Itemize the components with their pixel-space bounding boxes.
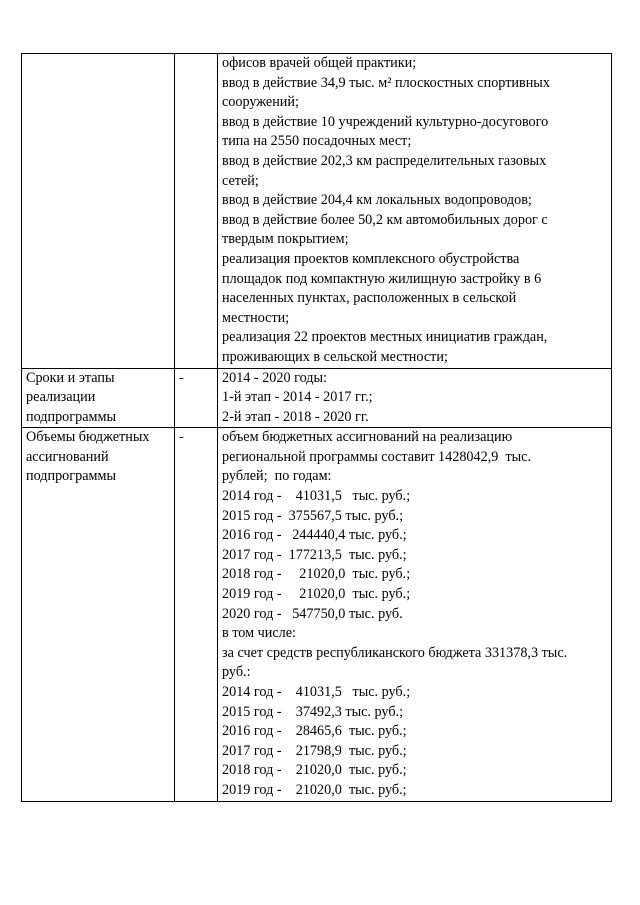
row-content-cell (218, 368, 612, 428)
content-line: 1-й этап - 2014 - 2017 гг.; (222, 389, 373, 406)
table-row (22, 428, 612, 801)
content-line: ввод в действие 202,3 км распределительных газовых (222, 152, 547, 169)
content-line: ввод в действие 204,4 км локальных водопроводов; (222, 192, 532, 209)
content-line: офисов врачей общей практики; (222, 55, 417, 71)
content-line: твердым покрытием; (222, 231, 349, 248)
content-line: ввод в действие 10 учреждений культурно-досугового (222, 113, 549, 130)
content-line: 2016 год - 244440,4 тыс. руб.; (222, 527, 407, 544)
content-line: 2-й этап - 2018 - 2020 гг. (222, 408, 369, 425)
content-line: за счет средств республиканского бюджета 331378,3 тыс. (222, 644, 568, 661)
content-line: 2014 - 2020 годы: (222, 369, 327, 386)
content-line: рублей; по годам: (222, 468, 332, 485)
content-line: реализация проектов комплексного обустройства (222, 250, 520, 267)
table-row (22, 368, 612, 428)
program-passport-table (21, 53, 612, 802)
row-label-line: Сроки и этапы (26, 369, 115, 386)
content-line: сетей; (222, 172, 259, 189)
row-label-line: реализации (26, 389, 96, 406)
content-line: 2014 год - 41031,5 тыс. руб.; (222, 684, 411, 700)
row-content-cell (218, 54, 612, 369)
content-line: 2018 год - 21020,0 тыс. руб.; (222, 762, 407, 779)
dash-mark: - (179, 369, 184, 386)
content-line: типа на 2550 посадочных мест; (222, 133, 412, 150)
content-line: 2016 год - 28465,6 тыс. руб.; (222, 723, 407, 740)
row-content-cell (218, 428, 612, 801)
table-row (22, 54, 612, 369)
content-line: в том числе: (222, 625, 296, 642)
row-label-cell (22, 368, 175, 428)
content-line: проживающих в сельской местности; (222, 348, 448, 365)
content-line: региональной программы составит 1428042,9 тыс. (222, 448, 532, 465)
dash-mark: - (179, 429, 184, 446)
content-line: 2018 год - 21020,0 тыс. руб.; (222, 566, 411, 583)
content-line: 2019 год - 21020,0 тыс. руб.; (222, 586, 411, 603)
row-label-cell (22, 54, 175, 369)
content-line: местности; (222, 309, 290, 326)
content-line: ввод в действие 34,9 тыс. м² плоскостных спортивных (222, 74, 550, 91)
row-label-line: ассигнований (26, 448, 109, 465)
content-line: 2019 год - 21020,0 тыс. руб.; (222, 781, 407, 798)
dash-cell (175, 54, 218, 369)
dash-cell (175, 428, 218, 801)
row-label-line: подпрограммы (26, 408, 116, 425)
row-label-line: подпрограммы (26, 468, 116, 485)
content-line: населенных пунктах, расположенных в сельской (222, 290, 517, 307)
content-line: руб.: (222, 664, 251, 681)
content-line: 2017 год - 21798,9 тыс. руб.; (222, 742, 407, 759)
content-line: реализация 22 проектов местных инициатив граждан, (222, 329, 548, 346)
dash-cell (175, 368, 218, 428)
content-line: 2015 год - 375567,5 тыс. руб.; (222, 507, 404, 524)
content-line: 2014 год - 41031,5 тыс. руб.; (222, 488, 411, 505)
content-line: ввод в действие более 50,2 км автомобильных дорог с (222, 211, 548, 228)
content-line: 2017 год - 177213,5 тыс. руб.; (222, 546, 407, 563)
row-label-cell (22, 428, 175, 801)
content-line: площадок под компактную жилищную застройку в 6 (222, 270, 542, 287)
content-line: объем бюджетных ассигнований на реализацию (222, 429, 513, 446)
row-label-line: Объемы бюджетных (26, 429, 150, 446)
content-line: сооружений; (222, 94, 299, 111)
content-line: 2020 год - 547750,0 тыс. руб. (222, 605, 403, 622)
content-line: 2015 год - 37492,3 тыс. руб.; (222, 703, 404, 720)
